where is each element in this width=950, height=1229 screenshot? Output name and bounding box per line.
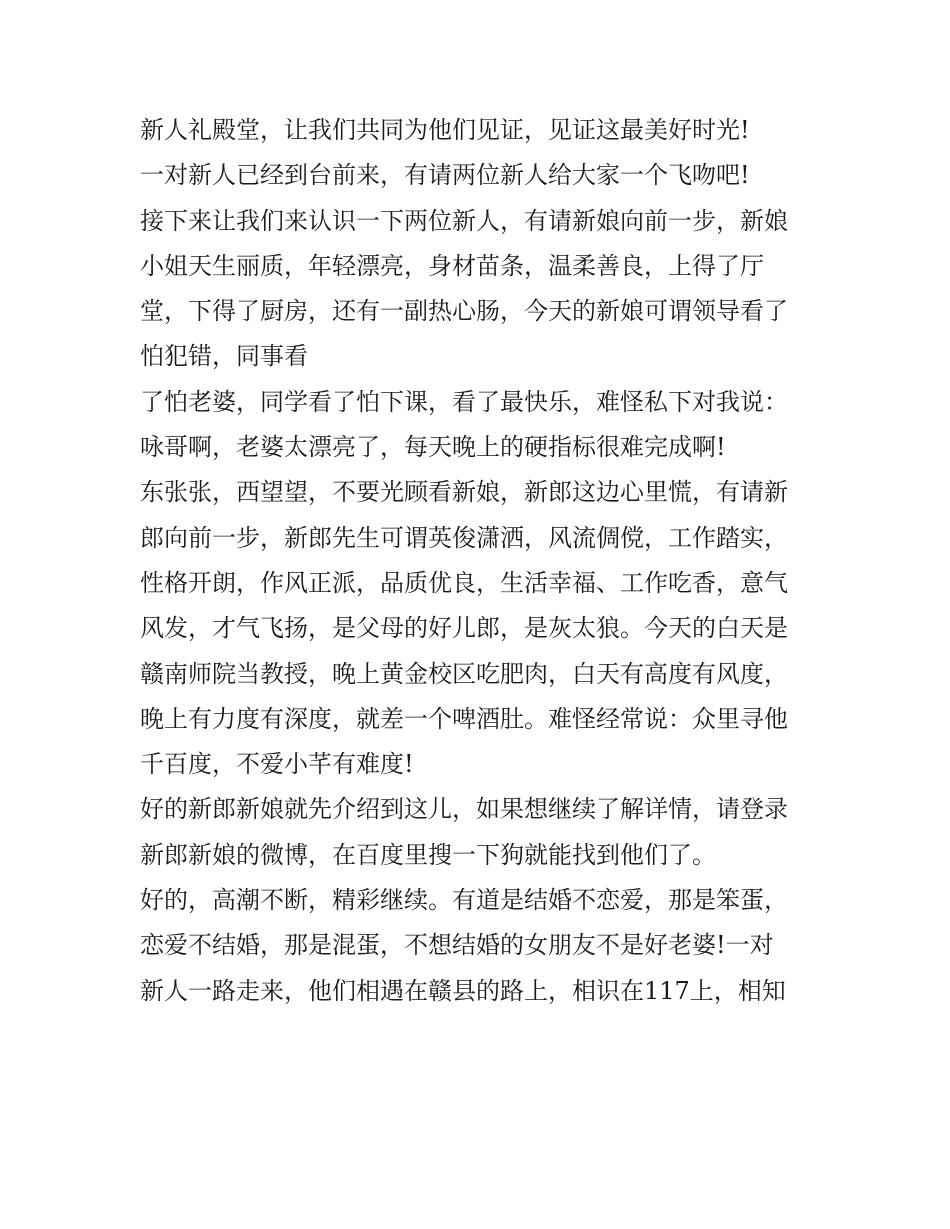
text-line: 堂，下得了厨房，还有一副热心肠，今天的新娘可谓领导看了 <box>140 297 788 326</box>
text-line: 好的新郎新娘就先介绍到这儿，如果想继续了解详情，请登录 <box>140 795 788 824</box>
body-text <box>140 108 820 1014</box>
text-line: 新人礼殿堂，让我们共同为他们见证，见证这最美好时光! <box>140 116 750 144</box>
text-line: 了怕老婆，同学看了怕下课，看了最快乐，难怪私下对我说： <box>140 387 788 416</box>
text-line: 风发，才气飞扬，是父母的好儿郎，是灰太狼。今天的白天是 <box>140 614 788 643</box>
text-line: 性格开朗，作风正派，品质优良，生活幸福、工作吃香，意气 <box>140 568 788 597</box>
text-line: 东张张，西望望，不要光顾看新娘，新郎这边心里慌，有请新 <box>140 478 788 507</box>
text-line: 怕犯错，同事看 <box>140 342 308 371</box>
text-line: 咏哥啊，老婆太漂亮了，每天晚上的硬指标很难完成啊! <box>140 433 726 462</box>
text-line: 千百度，不爱小芊有难度! <box>140 750 414 779</box>
text-line: 恋爱不结婚，那是混蛋，不想结婚的女朋友不是好老婆!一对 <box>140 931 774 960</box>
text-line: 晚上有力度有深度，就差一个啤酒肚。难怪经常说：众里寻他 <box>140 704 788 733</box>
text-line: 郎向前一步，新郎先生可谓英俊潇洒，风流倜傥，工作踏实， <box>140 523 788 552</box>
text-line: 接下来让我们来认识一下两位新人，有请新娘向前一步，新娘 <box>140 206 788 235</box>
text-line: 赣南师院当教授，晚上黄金校区吃肥肉，白天有高度有风度， <box>140 659 788 688</box>
text-line: 好的，高潮不断，精彩继续。有道是结婚不恋爱，那是笨蛋， <box>140 886 788 915</box>
text-line: 一对新人已经到台前来，有请两位新人给大家一个飞吻吧! <box>140 161 750 190</box>
text-line: 新人一路走来，他们相遇在赣县的路上，相识在117上，相知 <box>140 976 786 1005</box>
text-line: 新郎新娘的微博，在百度里搜一下狗就能找到他们了。 <box>140 840 716 869</box>
text-line: 小姐天生丽质，年轻漂亮，身材苗条，温柔善良，上得了厅 <box>140 251 764 280</box>
